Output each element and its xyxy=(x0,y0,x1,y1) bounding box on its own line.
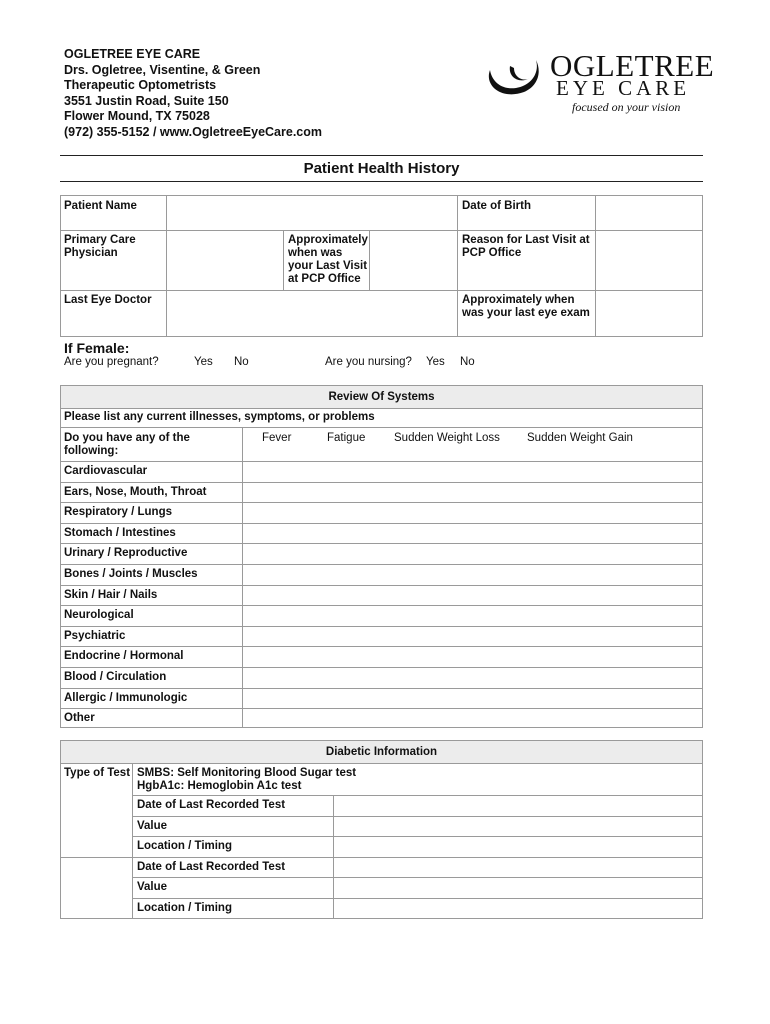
eye-doctor-label: Last Eye Doctor xyxy=(64,294,152,306)
dob-field[interactable] xyxy=(595,195,703,231)
system-label: Respiratory / Lungs xyxy=(64,506,172,518)
system-response-field[interactable] xyxy=(243,689,702,708)
approx-pcp-label-2: when was xyxy=(288,247,343,259)
pcp-label-2: Physician xyxy=(64,247,118,259)
logo xyxy=(480,44,715,116)
system-label: Allergic / Immunologic xyxy=(64,692,188,704)
practice-contact: (972) 355-5152 / www.OgletreeEyeCare.com xyxy=(64,124,323,139)
pcp-field[interactable] xyxy=(166,230,284,291)
symptom-fatigue[interactable]: Fatigue xyxy=(327,432,366,444)
logo-tagline: focused on your vision xyxy=(572,100,681,114)
pregnant-yes-option[interactable]: Yes xyxy=(194,356,213,368)
female-heading: If Female: xyxy=(64,340,130,356)
symptom-weight-gain[interactable]: Sudden Weight Gain xyxy=(527,432,633,444)
approx-pcp-label-3: your Last Visit xyxy=(288,260,368,272)
review-divider xyxy=(60,427,703,428)
system-response-field[interactable] xyxy=(243,627,702,646)
system-label: Blood / Circulation xyxy=(64,671,167,683)
practice-doctors: Drs. Ogletree, Visentine, & Green xyxy=(64,62,261,77)
approx-pcp-label-4: at PCP Office xyxy=(288,273,361,285)
system-response-field[interactable] xyxy=(243,668,702,687)
diabetic-row-label: Value xyxy=(137,881,168,893)
approx-eye-field[interactable] xyxy=(595,290,703,337)
system-response-field[interactable] xyxy=(243,462,702,481)
review-heading: Review Of Systems xyxy=(60,385,703,409)
diabetic-value-field[interactable] xyxy=(334,796,702,815)
system-label: Endocrine / Hormonal xyxy=(64,650,184,662)
smbs-label: SMBS: Self Monitoring Blood Sugar test xyxy=(137,767,357,779)
type-of-test-label: Type of Test xyxy=(64,767,131,779)
reason-label-1: Reason for Last Visit at xyxy=(462,234,590,246)
pregnant-question: Are you pregnant? xyxy=(64,356,159,368)
header-rule-bottom xyxy=(60,181,703,182)
diabetic-heading: Diabetic Information xyxy=(60,740,703,764)
patient-name-field[interactable] xyxy=(166,195,458,231)
diabetic-test-separator xyxy=(60,857,133,858)
system-label: Skin / Hair / Nails xyxy=(64,589,158,601)
system-response-field[interactable] xyxy=(243,565,702,584)
diabetic-value-field[interactable] xyxy=(334,899,702,918)
symptom-fever[interactable]: Fever xyxy=(262,432,292,444)
diabetic-value-field[interactable] xyxy=(334,878,702,897)
system-label: Other xyxy=(64,712,95,724)
approx-pcp-label-1: Approximately xyxy=(288,234,368,246)
practice-street: 3551 Justin Road, Suite 150 xyxy=(64,93,229,108)
diabetic-row-label: Date of Last Recorded Test xyxy=(137,799,286,811)
review-question-2: following: xyxy=(64,445,119,457)
system-response-field[interactable] xyxy=(243,586,702,605)
nursing-no-option[interactable]: No xyxy=(460,356,475,368)
page-title: Patient Health History xyxy=(303,160,460,177)
practice-name: OGLETREE EYE CARE xyxy=(64,47,201,61)
system-label: Bones / Joints / Muscles xyxy=(64,568,198,580)
diabetic-value-field[interactable] xyxy=(334,817,702,836)
header-rule-top xyxy=(60,155,703,156)
hgba1c-label: HgbA1c: Hemoglobin A1c test xyxy=(137,780,302,792)
diabetic-row-label: Location / Timing xyxy=(137,902,232,914)
system-label: Stomach / Intestines xyxy=(64,527,176,539)
pregnant-no-option[interactable]: No xyxy=(234,356,249,368)
diabetic-row-label: Location / Timing xyxy=(137,840,232,852)
practice-specialty: Therapeutic Optometrists xyxy=(64,78,217,92)
patient-name-label: Patient Name xyxy=(64,200,137,212)
diabetic-value-field[interactable] xyxy=(334,837,702,856)
system-response-field[interactable] xyxy=(243,606,702,625)
nursing-question: Are you nursing? xyxy=(325,356,412,368)
system-label: Cardiovascular xyxy=(64,465,148,477)
pcp-label-1: Primary Care xyxy=(64,234,136,246)
nursing-yes-option[interactable]: Yes xyxy=(426,356,445,368)
practice-city: Flower Mound, TX 75028 xyxy=(64,109,210,123)
diabetic-row-label: Value xyxy=(137,820,168,832)
diabetic-row-label: Date of Last Recorded Test xyxy=(137,861,286,873)
system-response-field[interactable] xyxy=(243,503,702,522)
approx-pcp-field[interactable] xyxy=(369,230,458,291)
diabetic-value-field[interactable] xyxy=(334,858,702,877)
dob-label: Date of Birth xyxy=(462,200,531,212)
reason-field[interactable] xyxy=(595,230,703,291)
system-label: Neurological xyxy=(64,609,134,621)
review-instruction: Please list any current illnesses, symptoms, or problems xyxy=(64,411,375,423)
system-response-field[interactable] xyxy=(243,524,702,543)
symptom-weight-loss[interactable]: Sudden Weight Loss xyxy=(394,432,500,444)
reason-label-2: PCP Office xyxy=(462,247,522,259)
logo-line2: EYE CARE xyxy=(556,76,691,100)
review-question-1: Do you have any of the xyxy=(64,432,190,444)
system-label: Urinary / Reproductive xyxy=(64,547,188,559)
system-response-field[interactable] xyxy=(243,647,702,666)
system-response-field[interactable] xyxy=(243,709,702,728)
practice-address-block xyxy=(64,47,404,140)
system-response-field[interactable] xyxy=(243,544,702,563)
system-label: Ears, Nose, Mouth, Throat xyxy=(64,486,207,498)
approx-eye-label-2: was your last eye exam xyxy=(462,307,590,319)
system-label: Psychiatric xyxy=(64,630,126,642)
logo-line1: OGLETREE xyxy=(550,48,715,83)
diabetic-col1-divider xyxy=(132,763,133,919)
eye-doctor-field[interactable] xyxy=(166,290,458,337)
approx-eye-label-1: Approximately when xyxy=(462,294,575,306)
system-response-field[interactable] xyxy=(243,483,702,502)
